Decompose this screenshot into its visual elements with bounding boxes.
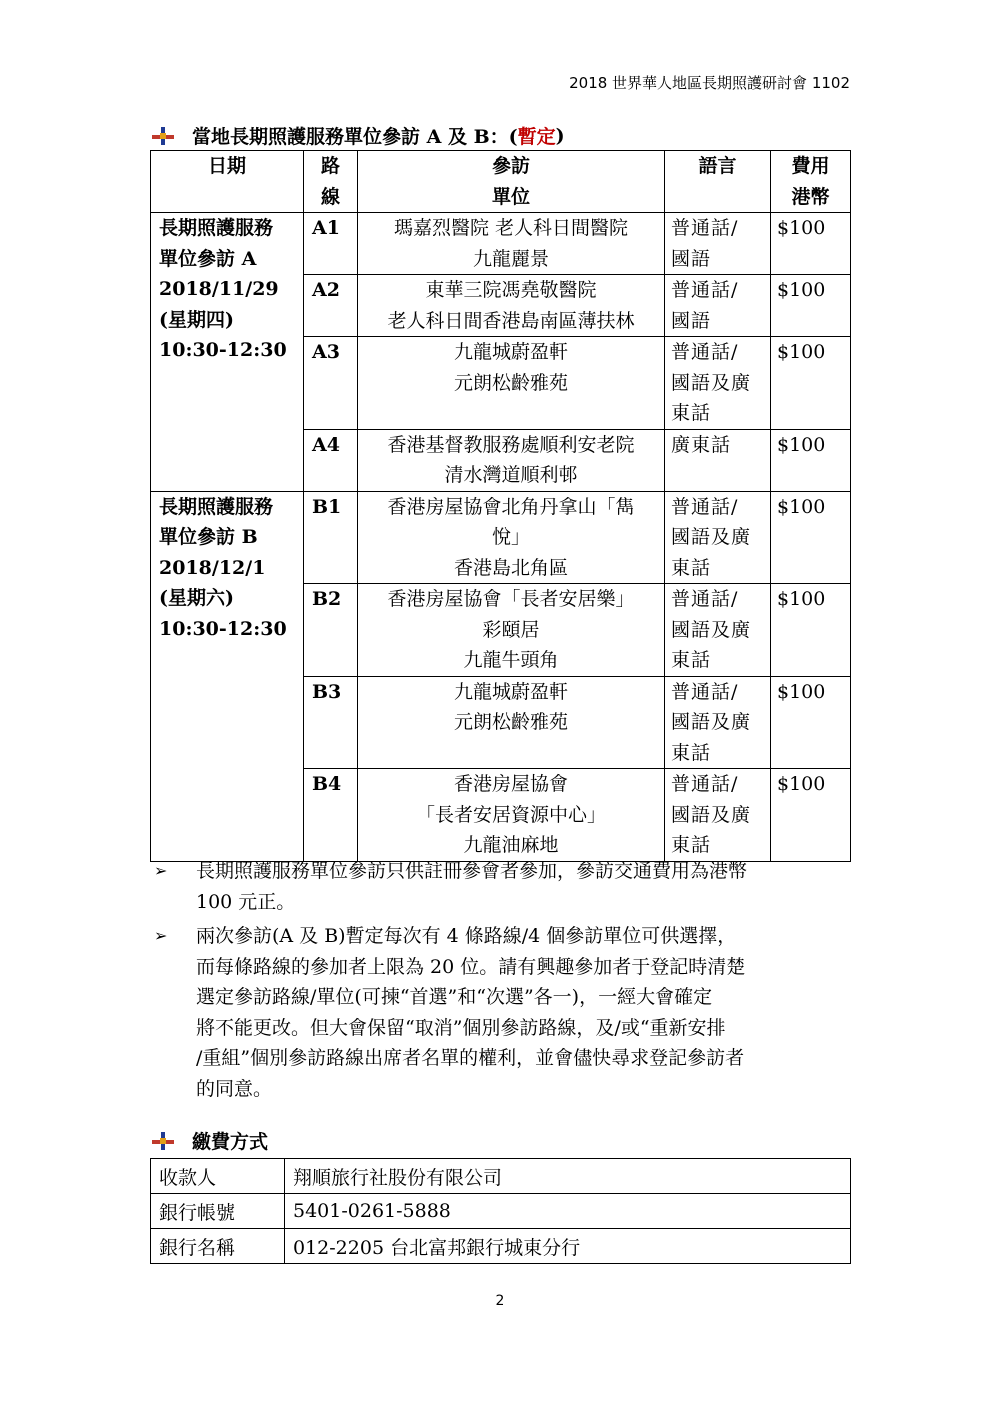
route-code: B1 xyxy=(304,491,358,584)
visit-language: 普通話/ 國語及廣 東話 xyxy=(665,491,771,584)
visit-language: 廣東話 xyxy=(665,429,771,491)
visit-language: 普通話/ 國語及廣 東話 xyxy=(665,769,771,862)
bullet-cross-icon xyxy=(152,127,174,145)
visit-fee: $100 xyxy=(771,429,851,491)
page-header: 2018 世界華人地區長期照護研討會 1102 xyxy=(569,74,850,92)
note-text: 兩次參訪(A 及 B)暫定每次有 4 條路線/4 個參訪單位可供選擇， 而每條路線的參加者上限為 20 位。請有興趣參加者于登記時清楚 選定參訪路線/單位(可揀“首選”和“次選”各一)，一經大會確定 將不能更改。但大會保留“取消”個別參訪路線，及/或“重新安排 /重組”個別參訪路線出席者名單的權利，並會儘快尋求登記參訪者 的同意。 xyxy=(196,925,746,1100)
page-number: 2 xyxy=(495,1293,505,1309)
visit-fee: $100 xyxy=(771,584,851,677)
arrow-bullet-icon: ➢ xyxy=(154,926,168,945)
visit-fee: $100 xyxy=(771,769,851,862)
visit-unit: 九龍城蔚盈軒 元朗松齡雅苑 xyxy=(358,676,665,769)
visit-unit: 香港房屋協會 「長者安居資源中心」 九龍油麻地 xyxy=(358,769,665,862)
bullet-cross-icon xyxy=(152,1132,174,1150)
visit-language: 普通話/ 國語 xyxy=(665,213,771,275)
header-date: 日期 xyxy=(151,151,304,213)
visit-unit: 香港房屋協會「長者安居樂」 彩頤居 九龍牛頭角 xyxy=(358,584,665,677)
visit-unit: 香港房屋協會北角丹拿山「雋 悅」 香港島北角區 xyxy=(358,491,665,584)
visit-language: 普通話/ 國語 xyxy=(665,275,771,337)
visits-title-tentative: 暫定 xyxy=(517,126,556,148)
note-item xyxy=(150,921,850,1104)
header-fee: 費用 港幣 xyxy=(771,151,851,213)
visit-unit: 瑪嘉烈醫院 老人科日間醫院 九龍麗景 xyxy=(358,213,665,275)
visit-group-b-date: 長期照護服務 單位參訪 B 2018/12/1 (星期六) 10:30-12:30 xyxy=(151,491,304,861)
route-code: A2 xyxy=(304,275,358,337)
payment-label: 收款人 xyxy=(151,1159,285,1194)
note-text: 長期照護服務單位參訪只供註冊參會者參加，參訪交通費用為港幣 100 元正。 xyxy=(196,860,748,913)
payment-section-title xyxy=(152,1127,268,1154)
visit-fee: $100 xyxy=(771,491,851,584)
arrow-bullet-icon: ➢ xyxy=(154,861,168,880)
visit-unit: 東華三院馮堯敬醫院 老人科日間香港島南區薄扶林 xyxy=(358,275,665,337)
payment-value: 012-2205 台北富邦銀行城東分行 xyxy=(285,1229,851,1264)
route-code: B4 xyxy=(304,769,358,862)
payment-label: 銀行帳號 xyxy=(151,1194,285,1229)
visit-fee: $100 xyxy=(771,676,851,769)
visit-language: 普通話/ 國語及廣 東話 xyxy=(665,676,771,769)
visits-section-title xyxy=(152,122,565,149)
notes xyxy=(150,856,850,1108)
payment-table xyxy=(150,1158,851,1264)
header-route: 路 線 xyxy=(304,151,358,213)
payment-value: 5401-0261-5888 xyxy=(285,1194,851,1229)
visit-unit: 香港基督教服務處順利安老院 清水灣道順利邨 xyxy=(358,429,665,491)
visits-title-close: ) xyxy=(555,124,565,147)
payment-row xyxy=(151,1159,851,1194)
route-code: A4 xyxy=(304,429,358,491)
visit-row xyxy=(151,491,851,584)
route-code: B3 xyxy=(304,676,358,769)
visits-title-text: 當地長期照護服務單位參訪 A 及 B：( xyxy=(192,126,518,148)
note-item xyxy=(150,856,850,917)
visit-group-a-date: 長期照護服務 單位參訪 A 2018/11/29 (星期四) 10:30-12:30 xyxy=(151,213,304,492)
visit-language: 普通話/ 國語及廣 東話 xyxy=(665,584,771,677)
visit-language: 普通話/ 國語及廣 東話 xyxy=(665,337,771,430)
route-code: A1 xyxy=(304,213,358,275)
visit-row xyxy=(151,213,851,275)
visit-fee: $100 xyxy=(771,337,851,430)
payment-row xyxy=(151,1194,851,1229)
route-code: A3 xyxy=(304,337,358,430)
header-unit: 參訪 單位 xyxy=(358,151,665,213)
payment-row xyxy=(151,1229,851,1264)
visits-table xyxy=(150,150,851,862)
payment-title-text: 繳費方式 xyxy=(192,1131,269,1153)
header-language: 語言 xyxy=(665,151,771,213)
visit-unit: 九龍城蔚盈軒 元朗松齡雅苑 xyxy=(358,337,665,430)
payment-value: 翔順旅行社股份有限公司 xyxy=(285,1159,851,1194)
payment-label: 銀行名稱 xyxy=(151,1229,285,1264)
visit-fee: $100 xyxy=(771,275,851,337)
visits-header-row xyxy=(151,151,851,213)
visit-fee: $100 xyxy=(771,213,851,275)
route-code: B2 xyxy=(304,584,358,677)
